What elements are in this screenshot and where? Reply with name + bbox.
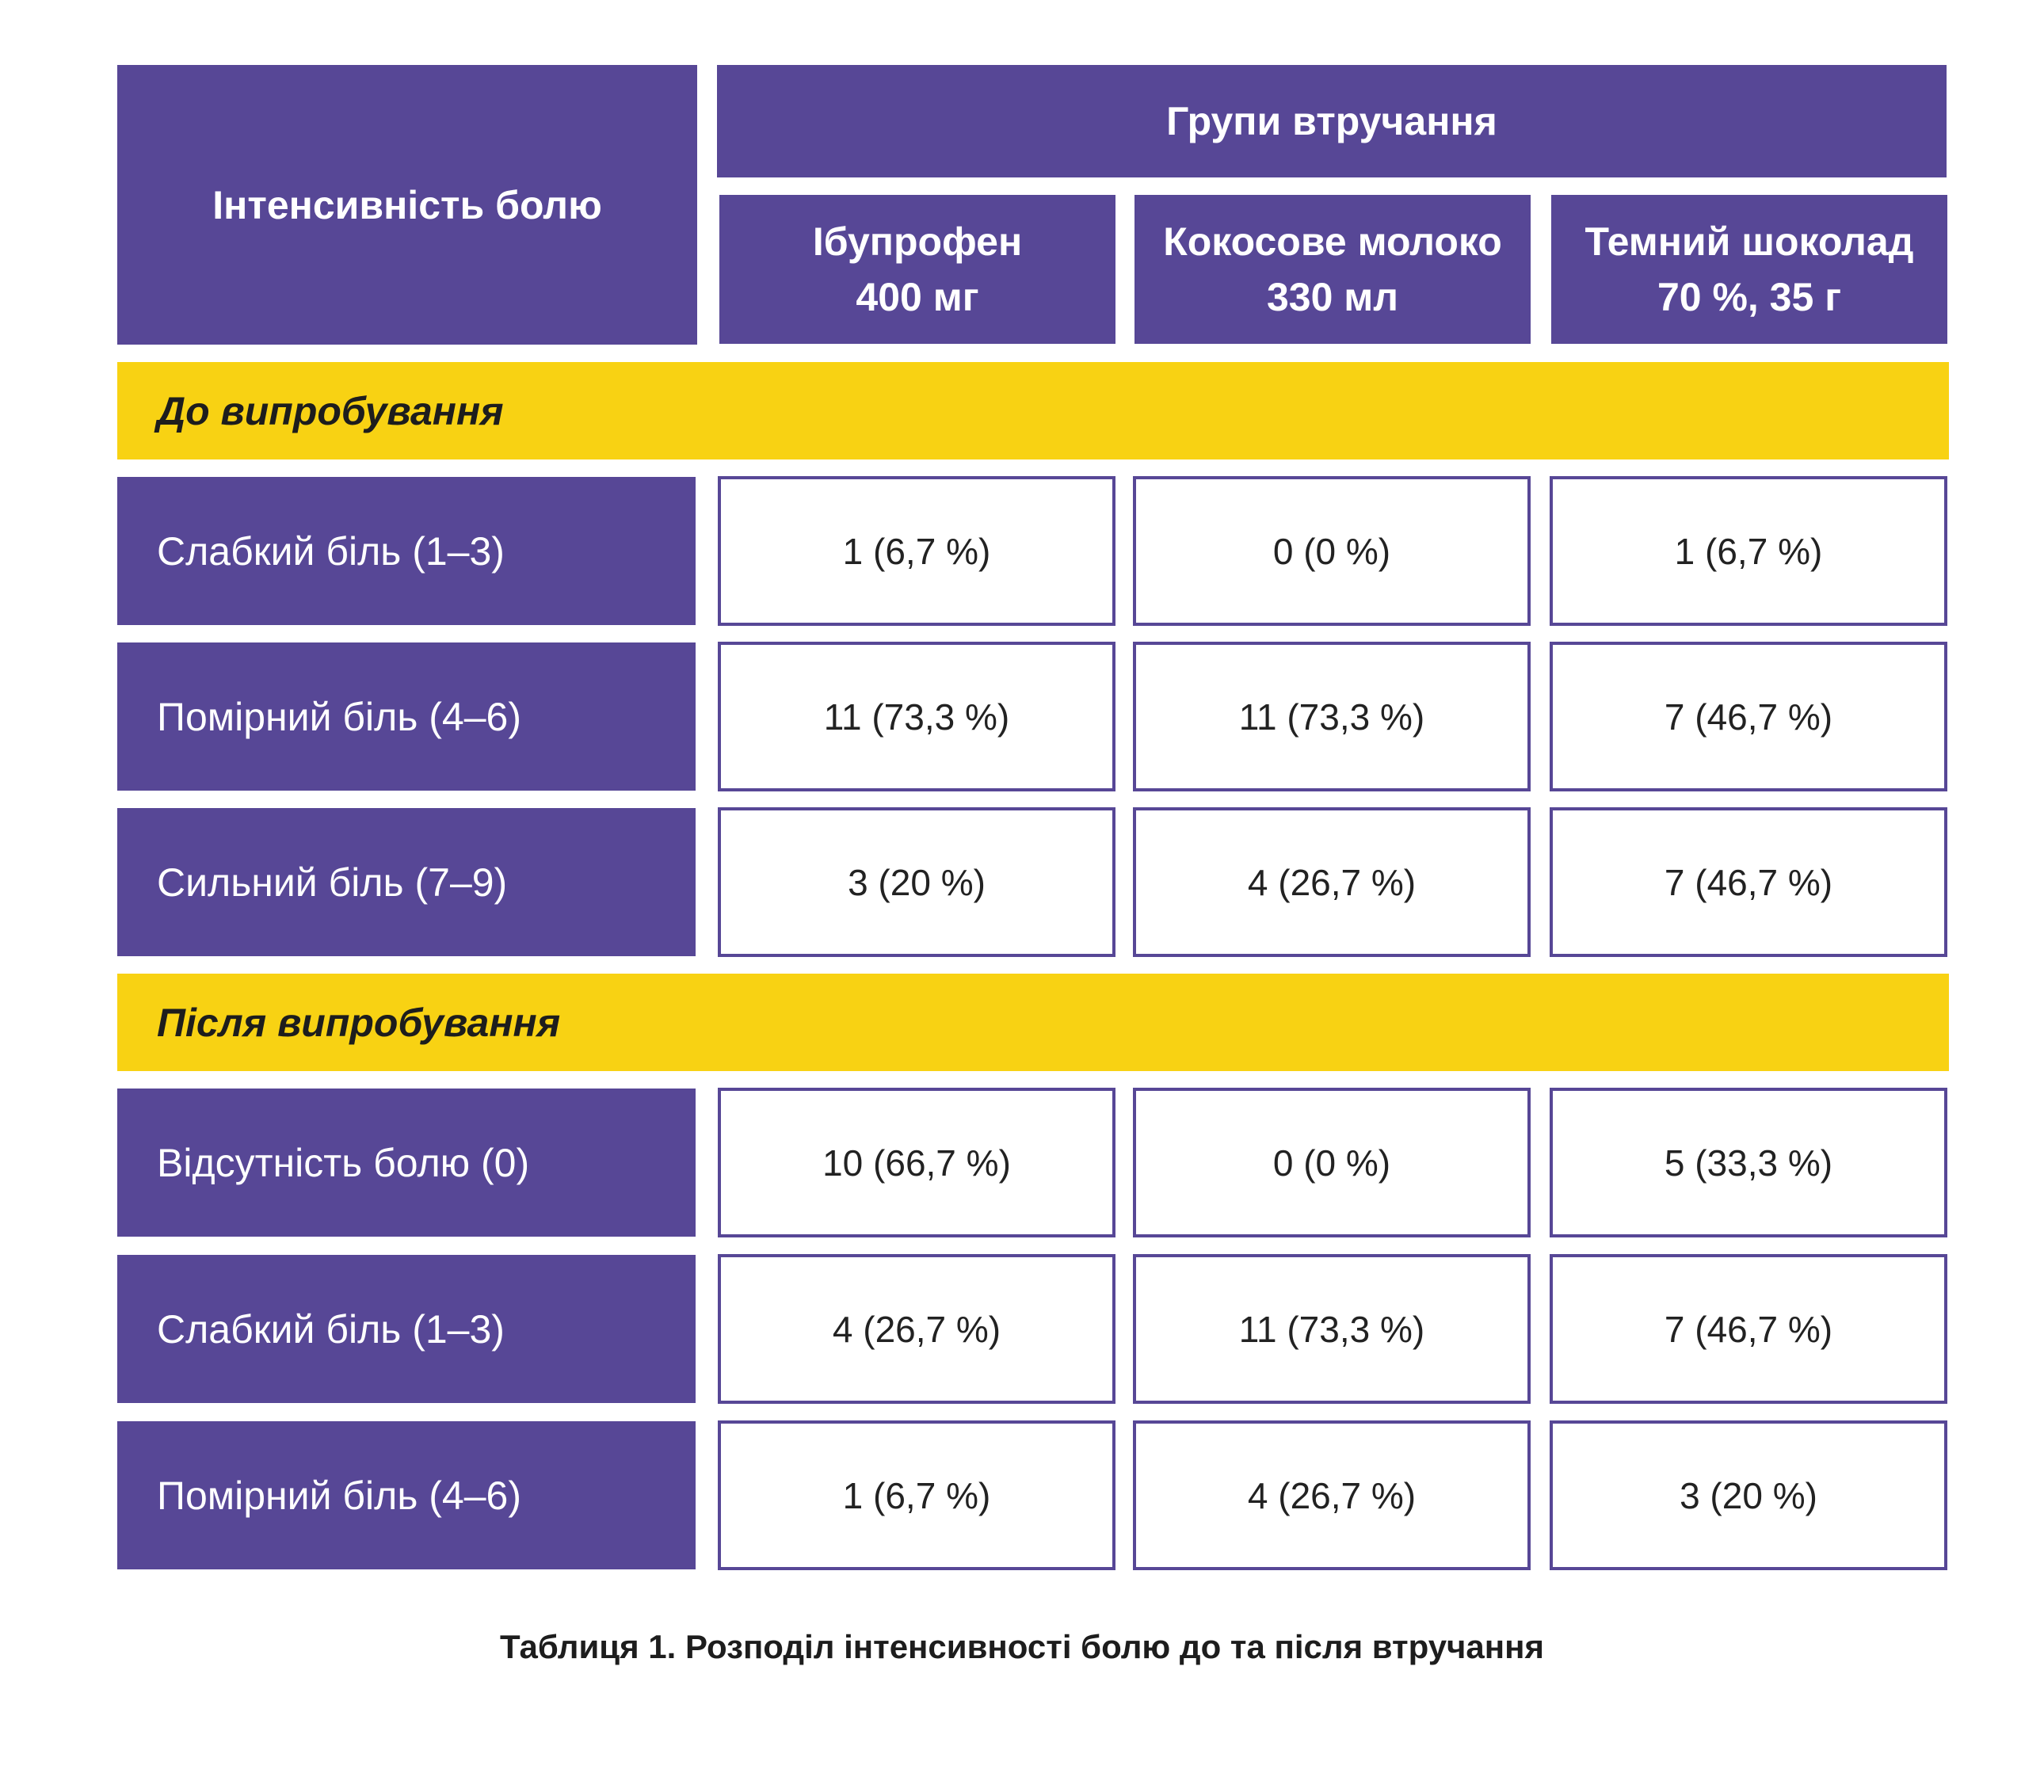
section-header-before [117,362,1949,459]
column-header-coconut-milk [1134,195,1531,344]
cell-value: 4 (26,7 %) [1247,861,1417,903]
cell-value: 1 (6,7 %) [842,530,991,572]
row-label [117,1421,696,1569]
column-header-line2: 400 мг [856,275,979,319]
table-cell [718,1420,1115,1570]
cell-value: 4 (26,7 %) [1247,1474,1417,1516]
row-label-text: Помірний біль (4–6) [157,694,521,739]
cell-value: 1 (6,7 %) [842,1474,991,1516]
cell-value: 7 (46,7 %) [1664,861,1833,903]
row-label [117,477,696,625]
group-header-cell [717,65,1947,177]
table-cell [718,476,1115,626]
cell-value: 5 (33,3 %) [1664,1142,1833,1184]
cell-value: 11 (73,3 %) [823,696,1010,738]
row-label-text: Слабкий біль (1–3) [157,528,505,574]
table-cell [1133,807,1531,957]
cell-value: 11 (73,3 %) [1238,1308,1425,1350]
table-cell [1550,476,1947,626]
cell-value: 3 (20 %) [1680,1474,1817,1516]
row-header-label: Інтенсивність болю [212,182,602,227]
column-header-line1: Ібупрофен [812,219,1023,264]
row-label [117,808,696,956]
table-cell [718,642,1115,791]
table-cell [1133,642,1531,791]
row-label-text: Слабкий біль (1–3) [157,1306,505,1352]
cell-value: 7 (46,7 %) [1664,696,1833,738]
column-header-dark-chocolate [1551,195,1947,344]
row-label-text: Відсутність болю (0) [157,1140,530,1185]
column-header-line2: 70 %, 35 г [1657,275,1842,319]
column-header-line2: 330 мл [1266,275,1399,319]
table-cell [1133,1420,1531,1570]
cell-value: 3 (20 %) [848,861,986,903]
table-cell [1133,1088,1531,1237]
table-caption: Таблиця 1. Розподіл інтенсивності болю до та після втручання [499,1628,1545,1665]
table-cell [1550,1254,1947,1404]
table-cell [718,1254,1115,1404]
row-header-cell [117,65,697,345]
table-cell [1133,1254,1531,1404]
table-cell [1550,642,1947,791]
cell-value: 1 (6,7 %) [1674,530,1823,572]
row-label [117,1255,696,1403]
table-cell [718,1088,1115,1237]
row-label [117,642,696,791]
table-cell [718,807,1115,957]
table-cell [1133,476,1531,626]
cell-value: 0 (0 %) [1272,530,1391,572]
column-header-line1: Кокосове молоко [1163,219,1502,264]
group-header-label: Групи втручання [1166,99,1497,143]
table-cell [1550,1420,1947,1570]
cell-value: 10 (66,7 %) [822,1142,1011,1184]
row-label-text: Помірний біль (4–6) [157,1473,521,1518]
section-title: До випробування [157,388,504,433]
section-header-after [117,974,1949,1071]
table-cell [1550,1088,1947,1237]
table-cell [1550,807,1947,957]
row-label-text: Сильний біль (7–9) [157,860,508,905]
column-header-ibuprofen [719,195,1115,344]
cell-value: 0 (0 %) [1272,1142,1391,1184]
cell-value: 7 (46,7 %) [1664,1308,1833,1350]
row-label [117,1089,696,1237]
section-title: Після випробування [157,1000,561,1045]
cell-value: 11 (73,3 %) [1238,696,1425,738]
column-header-line1: Темний шоколад [1584,219,1914,264]
cell-value: 4 (26,7 %) [832,1308,1001,1350]
